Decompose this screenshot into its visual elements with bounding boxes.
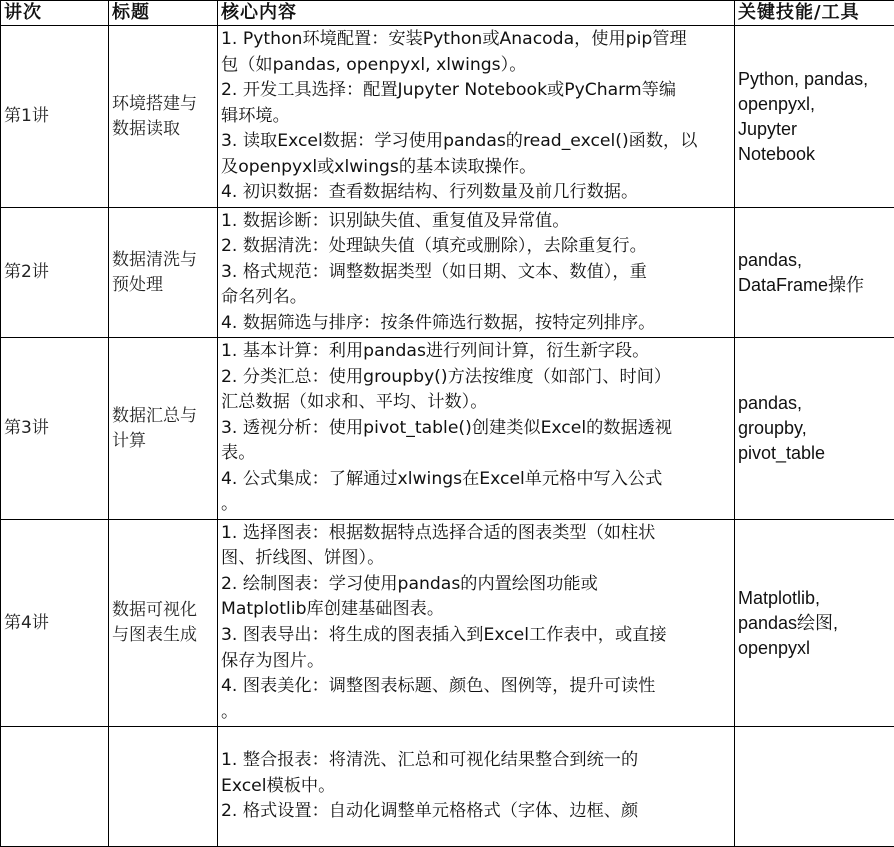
header-title: 标题	[109, 1, 218, 26]
content-line: 包（如pandas, openpyxl, xlwings）。	[221, 53, 731, 79]
core-content-cell	[218, 208, 735, 338]
core-content-cell	[218, 338, 735, 520]
lecture-title-cell	[109, 208, 218, 338]
lecture-title-cell	[109, 338, 218, 520]
tools-line: pandas绘图,	[738, 611, 893, 636]
content-line: 1. Python环境配置：安装Python或Anacoda，使用pip管理	[221, 27, 731, 53]
key-tools-cell	[735, 520, 894, 727]
content-line: 3. 格式规范：调整数据类型（如日期、文本、数值），重	[221, 260, 731, 286]
lecture-no-cell	[1, 727, 109, 847]
content-line: 2. 格式设置：自动化调整单元格格式（字体、边框、颜	[221, 799, 731, 825]
core-content-cell	[218, 26, 735, 208]
content-line: 3. 图表导出：将生成的图表插入到Excel工作表中，或直接	[221, 623, 731, 649]
tools-line: groupby,	[738, 416, 893, 441]
table-row-lecture-1	[1, 26, 894, 208]
content-line: 1. 整合报表：将清洗、汇总和可视化结果整合到统一的	[221, 748, 731, 774]
content-line: 1. 选择图表：根据数据特点选择合适的图表类型（如柱状	[221, 521, 731, 547]
table-row-lecture-5	[1, 727, 894, 847]
title-line: 数据可视化	[112, 598, 214, 623]
tools-line: pandas,	[738, 391, 893, 416]
tools-line: openpyxl	[738, 636, 893, 661]
tools-line: Python, pandas,	[738, 67, 893, 92]
content-line: 4. 图表美化：调整图表标题、颜色、图例等，提升可读性	[221, 674, 731, 700]
title-line: 预处理	[112, 273, 214, 298]
table-row-lecture-2	[1, 208, 894, 338]
content-line: 及openpyxl或xlwings的基本读取操作。	[221, 155, 731, 181]
lecture-no-cell: 第2讲	[1, 208, 109, 338]
table-row-lecture-4	[1, 520, 894, 727]
content-line: 2. 开发工具选择：配置Jupyter Notebook或PyCharm等编	[221, 78, 731, 104]
content-line: 2. 绘制图表：学习使用pandas的内置绘图功能或	[221, 572, 731, 598]
content-line: 3. 透视分析：使用pivot_table()创建类似Excel的数据透视	[221, 416, 731, 442]
content-line: 2. 数据清洗：处理缺失值（填充或删除），去除重复行。	[221, 234, 731, 260]
lecture-title-cell	[109, 520, 218, 727]
table-row-lecture-3	[1, 338, 894, 520]
lecture-no-cell: 第3讲	[1, 338, 109, 520]
content-line: 3. 读取Excel数据：学习使用pandas的read_excel()函数，以	[221, 129, 731, 155]
key-tools-cell	[735, 727, 894, 847]
content-line: 1. 数据诊断：识别缺失值、重复值及异常值。	[221, 209, 731, 235]
key-tools-cell	[735, 26, 894, 208]
core-content-cell	[218, 727, 735, 847]
header-lecture-no: 讲次	[1, 1, 109, 26]
title-line: 数据汇总与	[112, 404, 214, 429]
lecture-no-cell: 第1讲	[1, 26, 109, 208]
title-line: 计算	[112, 429, 214, 454]
content-line: 保存为图片。	[221, 649, 731, 675]
tools-line: openpyxl,	[738, 92, 893, 117]
tools-line: Jupyter	[738, 117, 893, 142]
content-line: 4. 公式集成：了解通过xlwings在Excel单元格中写入公式	[221, 467, 731, 493]
content-line: 。	[221, 700, 731, 726]
content-line: 表。	[221, 441, 731, 467]
key-tools-cell	[735, 338, 894, 520]
header-core-content: 核心内容	[218, 1, 735, 26]
title-line: 数据清洗与	[112, 248, 214, 273]
lecture-no-cell: 第4讲	[1, 520, 109, 727]
content-line: Matplotlib库创建基础图表。	[221, 597, 731, 623]
header-row	[1, 1, 894, 26]
content-line: 汇总数据（如求和、平均、计数）。	[221, 390, 731, 416]
content-line: 4. 初识数据：查看数据结构、行列数量及前几行数据。	[221, 180, 731, 206]
tools-line: pandas,	[738, 248, 893, 273]
tools-line: pivot_table	[738, 441, 893, 466]
key-tools-cell	[735, 208, 894, 338]
header-key-tools: 关键技能/工具	[735, 1, 894, 26]
tools-line: Matplotlib,	[738, 586, 893, 611]
content-line: 图、折线图、饼图）。	[221, 546, 731, 572]
lecture-title-cell	[109, 727, 218, 847]
title-line: 与图表生成	[112, 623, 214, 648]
content-line: 命名列名。	[221, 285, 731, 311]
content-line: 1. 基本计算：利用pandas进行列间计算，衍生新字段。	[221, 339, 731, 365]
tools-line: Notebook	[738, 142, 893, 167]
lecture-title-cell	[109, 26, 218, 208]
content-line: 。	[221, 492, 731, 518]
title-line: 数据读取	[112, 117, 214, 142]
title-line: 环境搭建与	[112, 92, 214, 117]
core-content-cell	[218, 520, 735, 727]
content-line: 辑环境。	[221, 104, 731, 130]
content-line: Excel模板中。	[221, 774, 731, 800]
content-line: 2. 分类汇总：使用groupby()方法按维度（如部门、时间）	[221, 365, 731, 391]
content-line: 4. 数据筛选与排序：按条件筛选行数据，按特定列排序。	[221, 311, 731, 337]
tools-line: DataFrame操作	[738, 273, 893, 298]
